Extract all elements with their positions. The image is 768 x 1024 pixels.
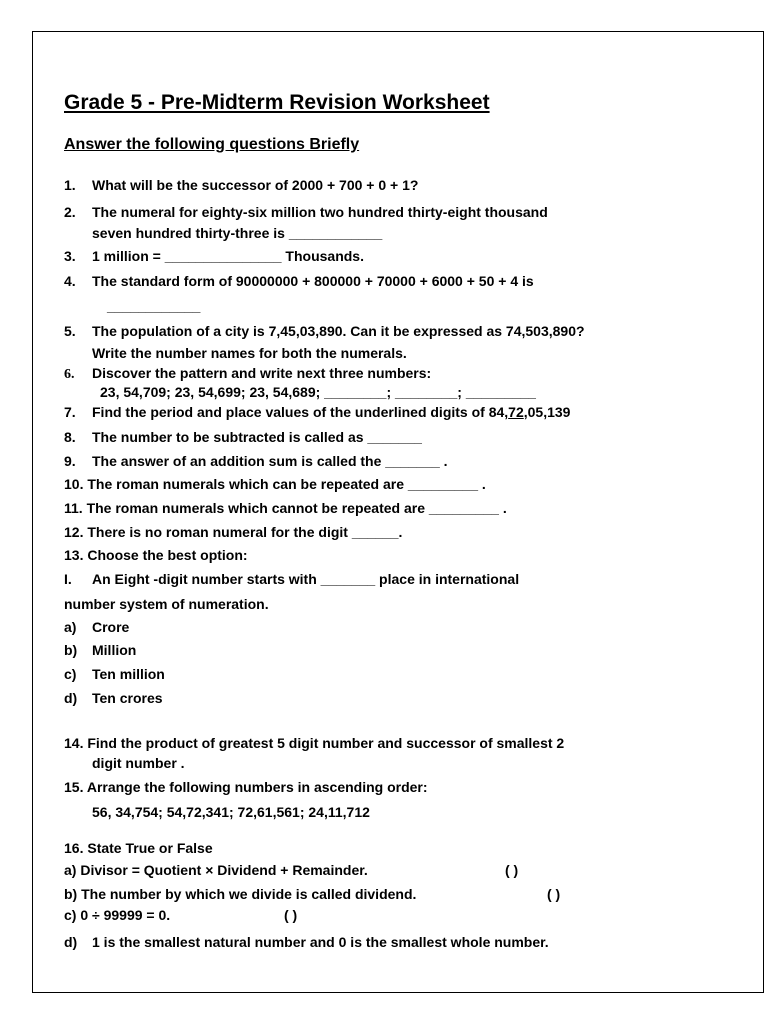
- question-6-pattern: 23, 54,709; 23, 54,699; 23, 54,689; ________; ________; _________: [100, 384, 536, 400]
- question-number: 4.: [64, 273, 76, 289]
- question-10: 10. The roman numerals which can be repeated are _________ .: [64, 476, 486, 492]
- question-text-end: ,05,139: [523, 404, 571, 420]
- question-5: [64, 322, 585, 340]
- question-13-part-1-line-2: number system of numeration.: [64, 596, 269, 612]
- statement-a: a) Divisor = Quotient × Dividend + Remainder.: [64, 862, 368, 878]
- question-15: 15. Arrange the following numbers in ascending order:: [64, 779, 428, 795]
- part-text: An Eight -digit number starts with _______ place in international: [92, 571, 520, 587]
- option-c: [64, 665, 165, 683]
- option-text: Crore: [92, 619, 130, 635]
- question-number: 2.: [64, 204, 76, 220]
- question-11: 11. The roman numerals which cannot be repeated are _________ .: [64, 500, 507, 516]
- question-text: The numeral for eighty-six million two hundred thirty-eight thousand: [92, 204, 548, 220]
- question-number: 6.: [64, 367, 75, 382]
- worksheet-subtitle: Answer the following questions Briefly: [64, 136, 360, 153]
- question-text: The population of a city is 7,45,03,890. Can it be expressed as 74,503,890?: [92, 323, 585, 339]
- question-3: [64, 247, 364, 265]
- question-4: [64, 272, 534, 290]
- option-d: [64, 689, 163, 707]
- statement-b: b) The number by which we divide is called dividend.: [64, 886, 417, 902]
- question-13: 13. Choose the best option:: [64, 547, 248, 563]
- question-12: 12. There is no roman numeral for the digit ______.: [64, 524, 403, 540]
- question-number: 9.: [64, 453, 76, 469]
- question-16: 16. State True or False: [64, 840, 213, 856]
- question-5-line-2: Write the number names for both the numerals.: [92, 345, 407, 361]
- statement-label: d): [64, 934, 78, 950]
- option-text: Ten million: [92, 666, 165, 682]
- question-8: [64, 428, 422, 446]
- option-text: Million: [92, 642, 137, 658]
- question-number: 3.: [64, 248, 76, 264]
- question-number: 1.: [64, 177, 76, 193]
- option-label: b): [64, 642, 78, 658]
- question-text: Discover the pattern and write next three numbers:: [92, 365, 432, 381]
- question-2: [64, 203, 548, 221]
- statement-d: [64, 933, 549, 951]
- question-14: 14. Find the product of greatest 5 digit number and successor of smallest 2: [64, 735, 565, 751]
- statement-text: 1 is the smallest natural number and 0 is the smallest whole number.: [92, 934, 549, 950]
- question-text: The answer of an addition sum is called the _______ .: [92, 453, 448, 469]
- answer-bracket-a[interactable]: ( ): [505, 862, 519, 878]
- question-text: The standard form of 90000000 + 800000 + 70000 + 6000 + 50 + 4 is: [92, 273, 534, 289]
- option-label: d): [64, 690, 78, 706]
- worksheet-title: Grade 5 - Pre-Midterm Revision Worksheet: [64, 91, 490, 114]
- question-7: [64, 403, 570, 421]
- question-4-blank: ____________: [107, 298, 201, 314]
- question-1: [64, 176, 418, 194]
- question-15-numbers: 56, 34,754; 54,72,341; 72,61,561; 24,11,712: [92, 804, 370, 820]
- question-text: What will be the successor of 2000 + 700 + 0 + 1?: [92, 177, 419, 193]
- option-b: [64, 641, 136, 659]
- question-text: The number to be subtracted is called as _______: [92, 429, 422, 445]
- statement-c: c) 0 ÷ 99999 = 0.: [64, 907, 171, 923]
- answer-bracket-b[interactable]: ( ): [547, 886, 561, 902]
- question-number: 7.: [64, 404, 76, 420]
- question-text: 1 million = _______________ Thousands.: [92, 248, 364, 264]
- question-13-part-1: [64, 570, 519, 588]
- question-14-line-2: digit number .: [92, 755, 185, 771]
- option-a: [64, 618, 129, 636]
- option-label: c): [64, 666, 77, 682]
- question-number: 5.: [64, 323, 76, 339]
- underlined-digits: 72: [508, 404, 524, 420]
- option-label: a): [64, 619, 77, 635]
- question-text: Find the period and place values of the underlined digits of 84,: [92, 404, 509, 420]
- question-number: 8.: [64, 429, 76, 445]
- answer-bracket-c[interactable]: ( ): [284, 907, 298, 923]
- part-label: I.: [64, 571, 72, 587]
- option-text: Ten crores: [92, 690, 163, 706]
- question-2-line-2: seven hundred thirty-three is ____________: [92, 225, 383, 241]
- question-9: [64, 452, 448, 470]
- question-6: [64, 364, 431, 384]
